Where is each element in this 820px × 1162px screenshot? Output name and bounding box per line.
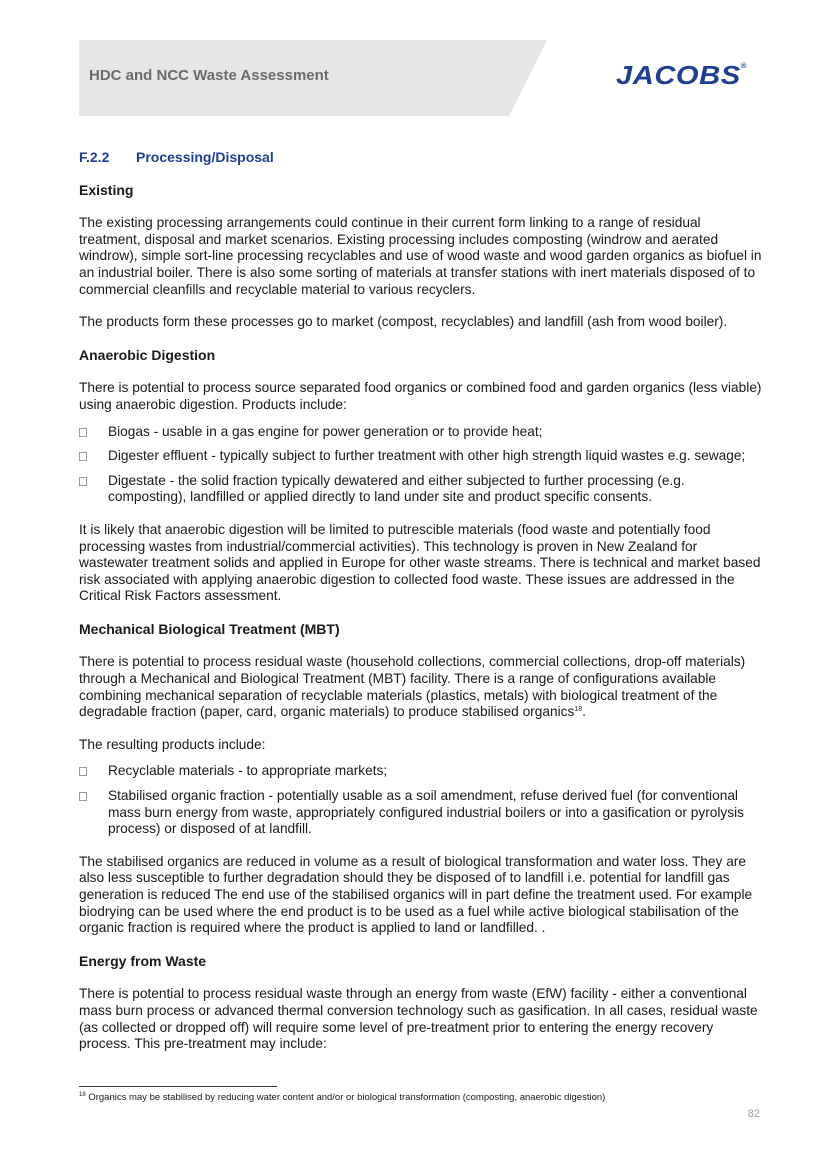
list-item [79, 473, 763, 506]
heading-mbt: Mechanical Biological Treatment (MBT) [79, 620, 340, 637]
list-item-text: Digester effluent - typically subject to further treatment with other high strength liquid wastes e.g. sewage; [108, 448, 746, 464]
logo-text: JACOBS [616, 60, 741, 90]
paragraph: The existing processing arrangements could continue in their current form linking to a range of residual treatment, disposal and market scenarios. Existing processing includes composting (windrow and aerated windrow), simple sort-line processing recyclables and use of wood waste and wood garden organics as biofuel in an industrial boiler. There is also some sorting of materials at transfer stations with inert materials disposed of to commercial cleanfills and recyclable material to various recyclers. [79, 215, 762, 297]
list-item-text: Digestate - the solid fraction typically dewatered and either subjected to further processing (e.g. composting), landfilled or applied directly to land under site and product specific consents. [108, 472, 685, 505]
bullet-list [79, 763, 763, 837]
list-item [79, 788, 763, 838]
bullet-icon [79, 428, 87, 437]
list-item [79, 424, 763, 441]
heading-existing: Existing [79, 181, 134, 198]
section-title: Processing/Disposal [136, 149, 274, 165]
paragraph: The products form these processes go to market (compost, recyclables) and landfill (ash from wood boiler). [79, 314, 728, 330]
paragraph: The resulting products include: [79, 736, 266, 752]
section-heading [79, 149, 763, 166]
list-item-text: Recyclable materials - to appropriate markets; [108, 763, 388, 779]
heading-anaerobic-digestion: Anaerobic Digestion [79, 346, 216, 363]
footnote [79, 1092, 605, 1103]
paragraph: There is potential to process source separated food organics or combined food and garden organics (less viable) using anaerobic digestion. Products include: [79, 380, 762, 412]
page-content [79, 149, 763, 1069]
jacobs-logo [616, 60, 747, 91]
list-item-text: Biogas - usable in a gas engine for power generation or to provide heat; [108, 423, 543, 439]
bullet-icon [79, 767, 87, 776]
footnote-text: Organics may be stabilised by reducing water content and/or or biological transformation (composting, anaerobic digestion) [85, 1092, 606, 1103]
paragraph-end: . [582, 704, 586, 720]
page-number: 82 [747, 1108, 760, 1120]
paragraph-text: There is potential to process residual waste (household collections, commercial collections, drop-off materials) through a Mechanical and Biological Treatment (MBT) facility. There is a range of configurations available combining mechanical separation of recyclable materials (plastics, metals) with biological treatment of the degradable fraction (paper, card, organic materials) to produce stabilised organics [79, 654, 746, 720]
paragraph: There is potential to process residual waste through an energy from waste (EfW) facility - either a conventional mass burn process or advanced thermal conversion technology such as gasification. In all cases, residual waste (as collected or dropped off) will require some level of pre-treatment prior to entering the energy recovery process. This pre-treatment may include: [79, 986, 758, 1052]
bullet-list [79, 424, 763, 506]
document-title: HDC and NCC Waste Assessment [89, 67, 329, 84]
list-item-text: Stabilised organic fraction - potentially usable as a soil amendment, refuse derived fuel (for conventional mass burn energy from waste, appropriately configured industrial boilers or into a gasification or pyrolysis process) or disposed of at landfill. [108, 788, 745, 837]
bullet-icon [79, 452, 87, 461]
list-item [79, 763, 763, 780]
list-item [79, 448, 763, 465]
paragraph: The stabilised organics are reduced in volume as a result of biological transformation and water loss. They are also less susceptible to further degradation should they be disposed of to landfill i.e. potential for landfill gas generation is reduced The end use of the stabilised organics will in part define the treatment used. For example biodrying can be used where the end product is to be used as a fuel while active biological stabilisation of the organic fraction is required where the product is applied to land or landfilled. . [79, 853, 753, 936]
footnote-divider [79, 1086, 277, 1087]
heading-energy-from-waste: Energy from Waste [79, 952, 207, 969]
logo-registered-mark: ® [740, 63, 748, 70]
bullet-icon [79, 792, 87, 801]
paragraph [79, 654, 763, 720]
bullet-icon [79, 477, 87, 486]
footnote-reference[interactable]: 18 [574, 706, 583, 714]
paragraph: It is likely that anaerobic digestion will be limited to putrescible materials (food waste and potentially food processing wastes from industrial/commercial activities). This technology is proven in New Zealand for wastewater treatment solids and applied in Europe for other waste streams. There is technical and market based risk associated with applying anaerobic digestion to collected food waste. These issues are addressed in the Critical Risk Factors assessment. [79, 521, 761, 604]
section-number: F.2.2 [79, 149, 110, 165]
footnote-number: 18 [79, 1092, 86, 1098]
